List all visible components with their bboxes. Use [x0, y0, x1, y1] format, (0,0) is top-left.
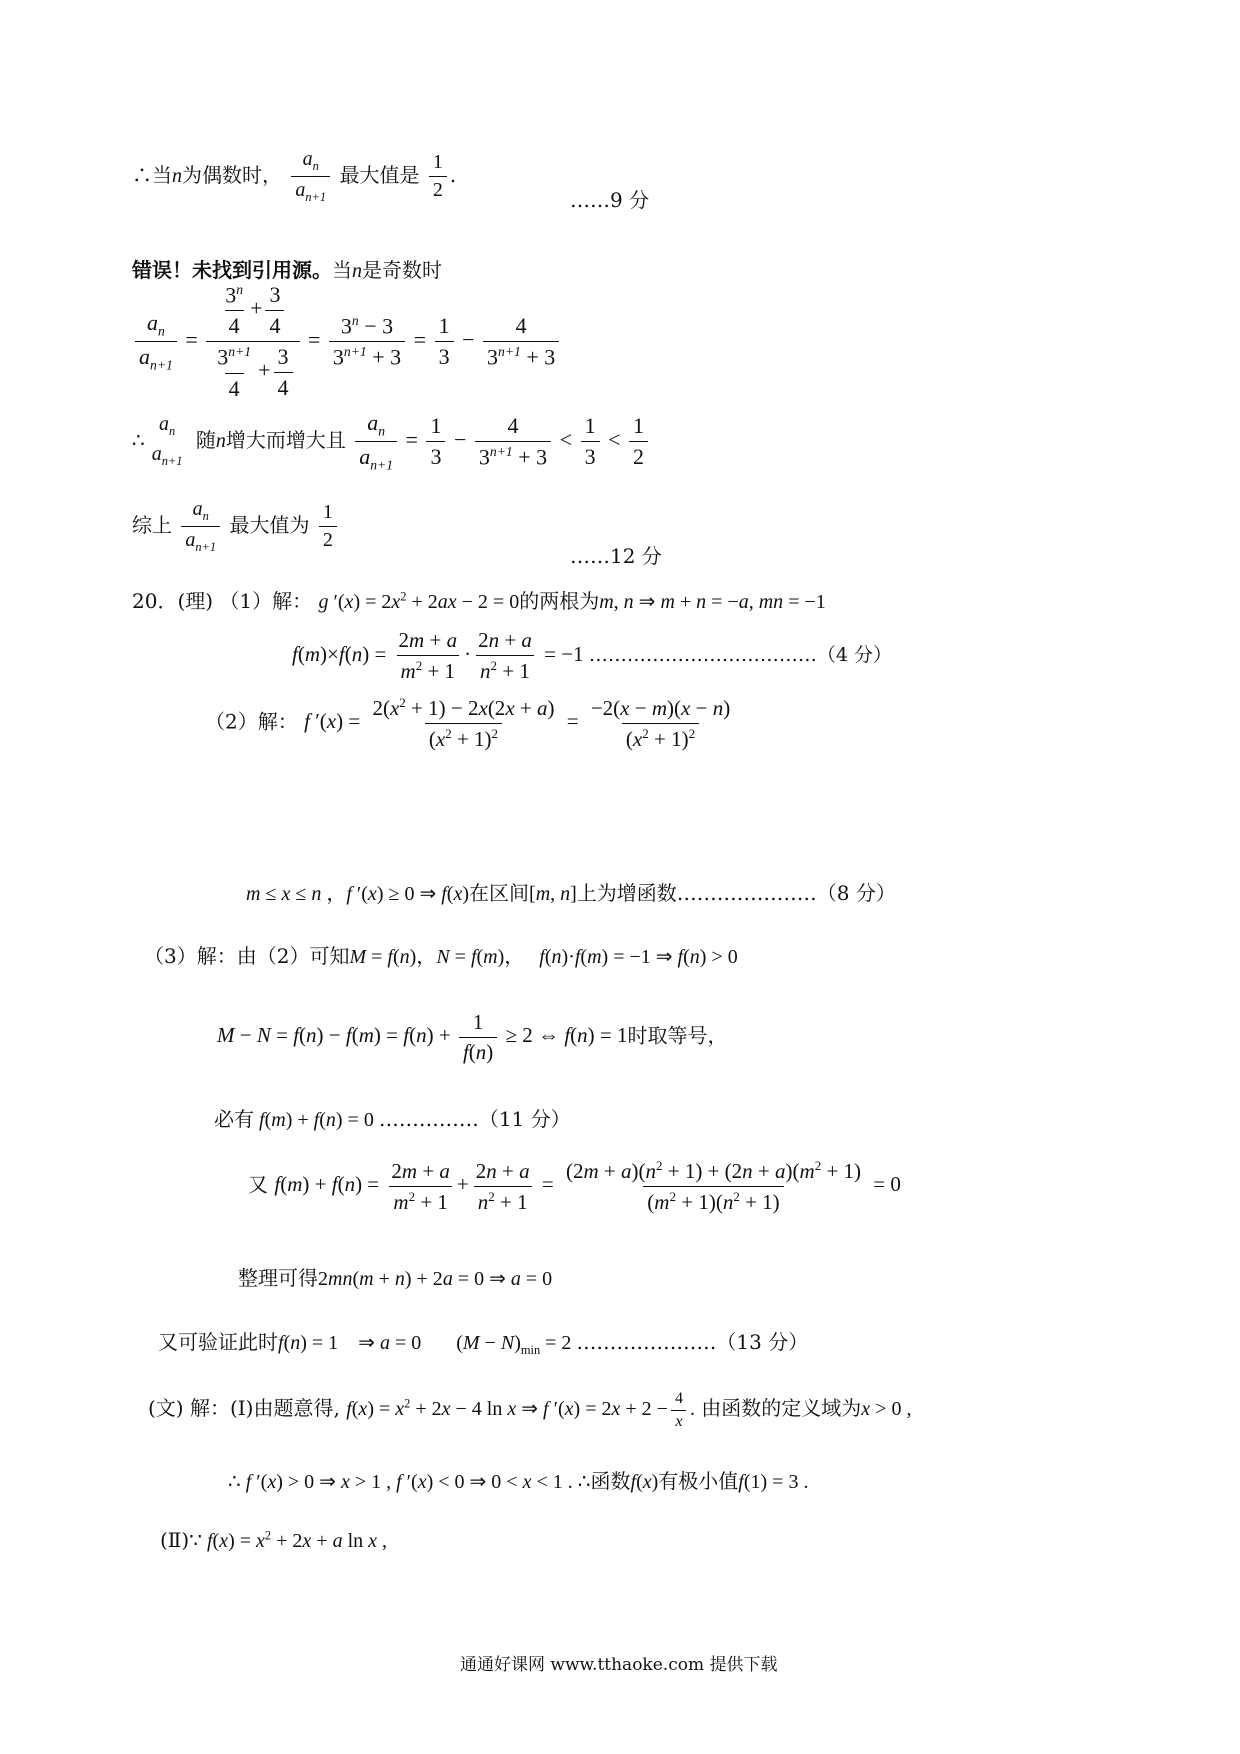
wen-part1: (文) 解：(Ⅰ)由题意得, $f(x) = x^2 + 2x - 4$ ln x ⇒ f ′(x) = 2x + 2 − $\frac{4}{x}$ . 由函数的定义域为x > 0 ,	[148, 1390, 912, 1430]
line-conclusion: 综上 $\frac{a_n}{a_{n+1}}$ 最大值为 $\frac{1}{2}$ ……12 分	[132, 498, 662, 568]
q20-sum: 又 f(m) + f(n) = $\frac{2m + a}{m^2 + 1}$ + $\frac{2n + a}{n^2 + 1}$ = $\frac{(2m + a)(n^2 + 1) + (2n + a)(m^2 + 1)}{(m^2 + 1)(n^2 + 1)}$ = 0	[248, 1158, 901, 1214]
q20-product: f(m)×f(n) = $\frac{2m + a}{m^2 + 1}$ · $\frac{2n + a}{n^2 + 1}$ = −1 ………………………………（4 分）	[292, 628, 892, 683]
score-12: ……12 分	[570, 544, 662, 568]
q20-part1: 20．(理) （1）解： g $'(x) = 2x^2 + 2ax - 2 = 0$的两根为m, n ⇒ m + n = −a, mn = −1	[132, 589, 826, 613]
q20-increasing: m ≤ x ≤ n ，f ′(x) ≥ 0 ⇒ f(x)在区间[m, n]上为增函数…………………（8 分）	[246, 881, 896, 905]
q20-verify: 又可验证此时f(n) = 1 ⇒ a = 0 $(M - N)_{min} = 2$ …………………（13 分）	[158, 1330, 809, 1357]
q20-must: 必有 f(m) + f(n) = 0 ……………（11 分）	[214, 1107, 571, 1131]
line-increasing: ∴ $a_n$ $a_{n+1}$ 随n增大而增大且 $\frac{a_n}{a_{n+1}}$ = $\frac{1}{3}$ − $\frac{4}{3^{n+1} + 3}$ < $\frac{1}{3}$ < $\frac{1}{2}$	[132, 410, 651, 474]
page-footer: 通通好课网 www.tthaoke.com 提供下载	[460, 1655, 778, 1675]
wen-extremum: ∴ f ′(x) > 0 ⇒ x > 1 , f ′(x) < 0 ⇒ 0 < x < 1 . ∴函数f(x)有极小值f(1) = 3 .	[228, 1469, 809, 1493]
line-even-case: ∴当n为偶数时， $\frac{a_n}{a_{n+1}}$ 最大值是 $\frac{1}{2}$ . ……9 分	[132, 148, 650, 212]
q20-part3: （3）解：由（2）可知M = f(n)，N = f(m)， f(n)·f(m) = −1 ⇒ f(n) > 0	[144, 944, 738, 968]
fraction-an-over-an1: $\frac{a_n}{a_{n+1}}$	[291, 148, 330, 205]
wen-part2: (Ⅱ)∵ $f(x) = x^2 + 2x + a$ ln x ,	[160, 1528, 388, 1552]
line-odd-case: 错误！未找到引用源。当n是奇数时	[132, 258, 442, 282]
q20-mn-diff: M − N = f(n) − f(m) = f(n) + $\frac{1}{f(n)}$ ≥ 2 ⇔ f(n) = 1时取等号，	[217, 1010, 728, 1064]
error-ref-text: 错误！未找到引用源。	[132, 258, 332, 282]
score-9: ……9 分	[570, 188, 650, 212]
odd-case-equation: $\frac{a_n}{a_{n+1}}$ = $\frac{3^n}{4}$ + $\frac{3}{4}$ $\frac{3^{n+1}}{4}$ + $\frac{3}{4}$ = $\frac{3^n - 3}{3^{n+1} + 3}$ = $\frac{1}{3}$ − $\frac{4}{3^{n+1} + 3}$	[132, 282, 562, 402]
q20-part2: （2）解： f ′(x) = $\frac{2(x^2 + 1) - 2x(2x + a)}{(x^2 + 1)^2}$ = $\frac{-2(x - m)(x - n)}{(x^2 + 1)^2}$	[205, 695, 731, 751]
q20-tidy: 整理可得2mn(m + n) + 2a = 0 ⇒ a = 0	[238, 1266, 553, 1290]
